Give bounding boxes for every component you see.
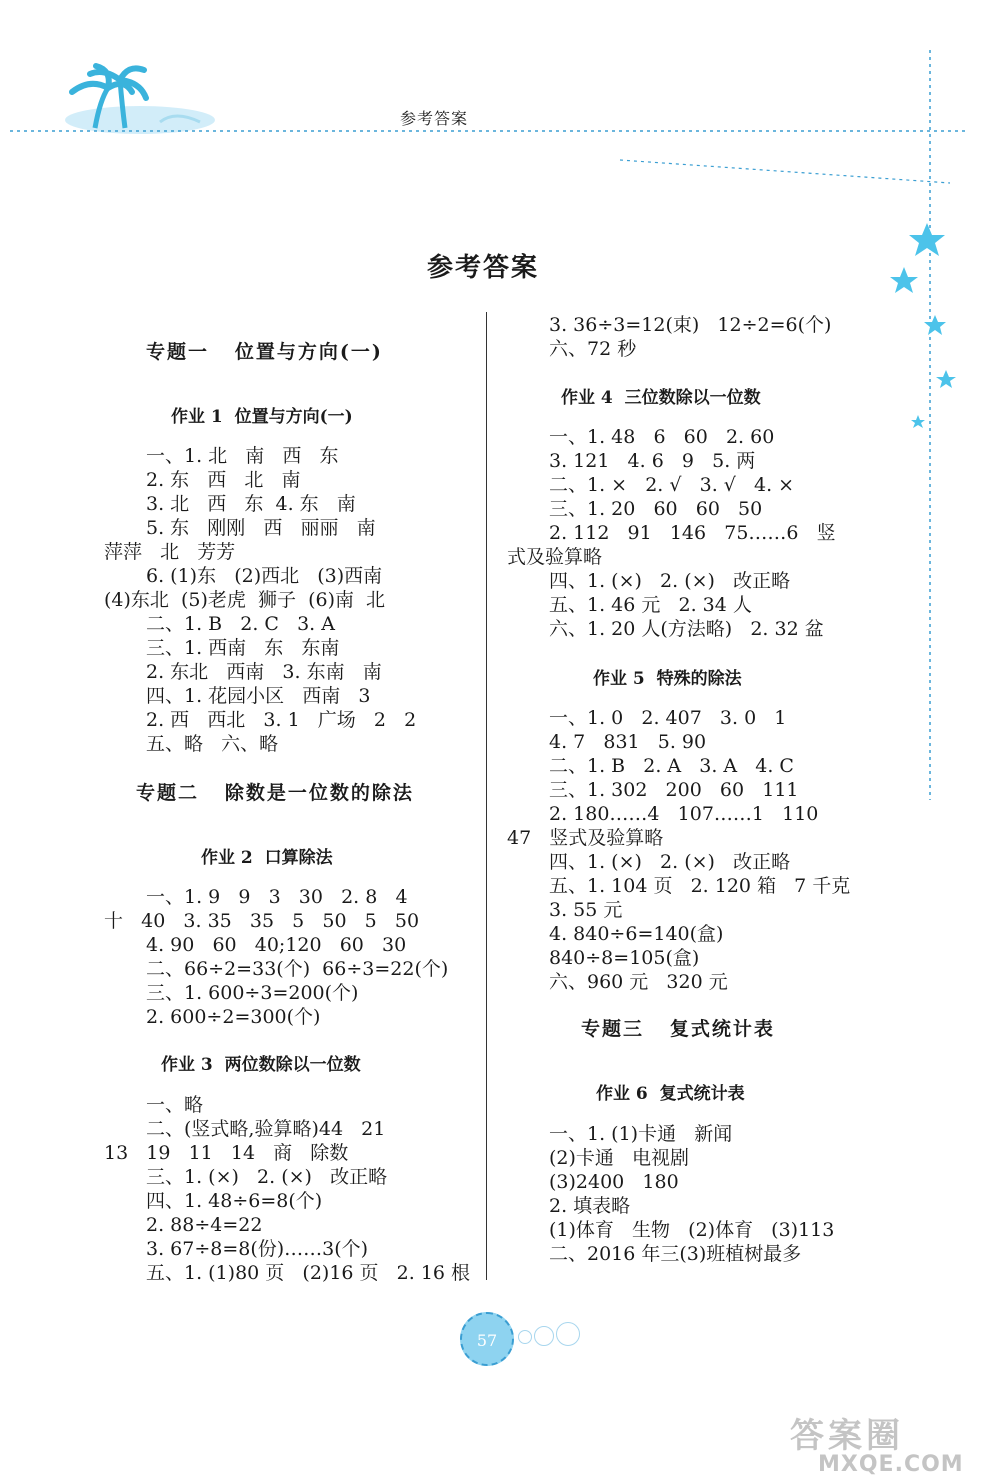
- homework-5-answers: [507, 706, 907, 994]
- answer-line: 2. 112 91 146 75……6 竖: [549, 522, 836, 544]
- homework-2-answers: [104, 885, 484, 1029]
- answer-line: 三、1. 西南 东 东南: [146, 637, 340, 659]
- answer-line: 五、1. 104 页 2. 120 箱 7 千克: [549, 875, 851, 897]
- answer-line: 5. 东 刚刚 西 丽丽 南: [146, 517, 376, 539]
- answer-line: 六、960 元 320 元: [549, 971, 728, 993]
- section-title-1: 专题一 位置与方向(一): [146, 341, 383, 363]
- homework-6-title: 作业 6 复式统计表: [596, 1084, 745, 1104]
- watermark-logo: 答案圈: [790, 1416, 904, 1456]
- answer-line: 萍萍 北 芳芳: [104, 541, 236, 563]
- answer-line: 6. (1)东 (2)西北 (3)西南: [146, 565, 383, 587]
- answer-line: 2. 180……4 107……1 110: [549, 803, 819, 825]
- palm-tree-icon: [65, 66, 215, 134]
- answer-line: 三、1. 600÷3=200(个): [146, 982, 359, 1004]
- page-number: 57: [460, 1312, 514, 1366]
- answer-line: 二、66÷2=33(个) 66÷3=22(个): [146, 958, 449, 980]
- answer-line: 47 竖式及验算略: [507, 827, 664, 849]
- answer-line: 一、1. 48 6 60 2. 60: [549, 426, 775, 448]
- answer-line: 2. 88÷4=22: [146, 1214, 263, 1236]
- homework-2-title: 作业 2 口算除法: [201, 848, 333, 868]
- page-title: 参考答案: [427, 253, 540, 283]
- homework-3-title: 作业 3 两位数除以一位数: [161, 1055, 361, 1075]
- homework-6-answers: [507, 1122, 907, 1266]
- answer-line: 一、1. (1)卡通 新闻: [549, 1123, 733, 1145]
- star-icon: [890, 267, 918, 293]
- header-decoration: [0, 0, 1000, 200]
- bubble-decoration: [518, 1330, 532, 1344]
- answer-line: 五、略 六、略: [146, 733, 279, 755]
- answer-line: 一、1. 0 2. 407 3. 0 1: [549, 707, 787, 729]
- answer-line: 四、1. (×) 2. (×) 改正略: [549, 570, 791, 592]
- section-title-3: 专题三 复式统计表: [581, 1018, 775, 1040]
- answer-line: 一、1. 9 9 3 30 2. 8 4: [146, 886, 408, 908]
- answer-line: 三、1. 302 200 60 111: [549, 779, 799, 801]
- homework-1-answers: [104, 444, 484, 756]
- bubble-decoration: [556, 1322, 580, 1346]
- column-divider: [486, 312, 487, 1280]
- answer-line: 四、1. 花园小区 西南 3: [146, 685, 371, 707]
- answer-line: 六、1. 20 人(方法略) 2. 32 盆: [549, 618, 824, 640]
- bubble-decoration: [534, 1326, 554, 1346]
- answer-line: 4. 7 831 5. 90: [549, 731, 707, 753]
- answer-line: 4. 90 60 40;120 60 30: [146, 934, 407, 956]
- answer-line: 2. 填表略: [549, 1195, 631, 1217]
- answer-line: 2. 东北 西南 3. 东南 南: [146, 661, 382, 683]
- answer-line: 三、1. (×) 2. (×) 改正略: [146, 1166, 388, 1188]
- homework-4-answers: [507, 425, 907, 641]
- answer-line: 二、1. B 2. C 3. A: [146, 613, 335, 635]
- homework-5-title: 作业 5 特殊的除法: [593, 669, 742, 689]
- answer-line: 3. 55 元: [549, 899, 623, 921]
- homework-1-title: 作业 1 位置与方向(一): [171, 407, 353, 427]
- answer-line: 一、略: [146, 1094, 204, 1116]
- section-title-2: 专题二 除数是一位数的除法: [136, 782, 414, 804]
- answer-line: 二、2016 年三(3)班植树最多: [549, 1243, 802, 1265]
- star-icon: [911, 415, 925, 428]
- answer-line: 二、1. × 2. √ 3. √ 4. ×: [549, 474, 795, 496]
- answer-line: (2)卡通 电视剧: [549, 1147, 690, 1169]
- answer-line: 六、72 秒: [549, 338, 637, 360]
- star-icon: [936, 370, 956, 388]
- running-header: 参考答案: [400, 109, 469, 128]
- homework-4-title: 作业 4 三位数除以一位数: [561, 388, 761, 408]
- answer-line: 2. 600÷2=300(个): [146, 1006, 321, 1028]
- answer-line: 3. 北 西 东 4. 东 南: [146, 493, 356, 515]
- answer-line: 十 40 3. 35 35 5 50 5 50: [104, 910, 420, 932]
- answer-line: 五、1. (1)80 页 (2)16 页 2. 16 根: [146, 1262, 471, 1284]
- answer-line: (1)体育 生物 (2)体育 (3)113: [549, 1219, 835, 1241]
- answer-line: 四、1. (×) 2. (×) 改正略: [549, 851, 791, 873]
- answer-line: 四、1. 48÷6=8(个): [146, 1190, 323, 1212]
- answer-line: 式及验算略: [507, 546, 603, 568]
- answer-line: (4)东北 (5)老虎 狮子 (6)南 北: [104, 589, 386, 611]
- answer-line: 13 19 11 14 商 除数: [104, 1142, 349, 1164]
- answer-line: 三、1. 20 60 60 50: [549, 498, 763, 520]
- answer-line: 3. 67÷8=8(份)……3(个): [146, 1238, 369, 1260]
- answer-line: 二、1. B 2. A 3. A 4. C: [549, 755, 794, 777]
- continued-answers: [507, 313, 907, 361]
- answer-line: 840÷8=105(盒): [549, 947, 700, 969]
- star-icon: [909, 223, 945, 256]
- answer-line: 3. 121 4. 6 9 5. 两: [549, 450, 756, 472]
- watermark-url: MXQE.COM: [818, 1452, 964, 1477]
- answer-line: 4. 840÷6=140(盒): [549, 923, 724, 945]
- answer-line: 一、1. 北 南 西 东: [146, 445, 339, 467]
- answer-line: (3)2400 180: [549, 1171, 679, 1193]
- answer-line: 五、1. 46 元 2. 34 人: [549, 594, 752, 616]
- answer-line: 2. 西 西北 3. 1 广场 2 2: [146, 709, 417, 731]
- answer-line: 二、(竖式略,验算略)44 21: [146, 1118, 386, 1140]
- answer-line: 2. 东 西 北 南: [146, 469, 301, 491]
- star-icon: [924, 315, 946, 335]
- answer-line: 3. 36÷3=12(束) 12÷2=6(个): [549, 314, 832, 336]
- homework-3-answers: [104, 1093, 484, 1285]
